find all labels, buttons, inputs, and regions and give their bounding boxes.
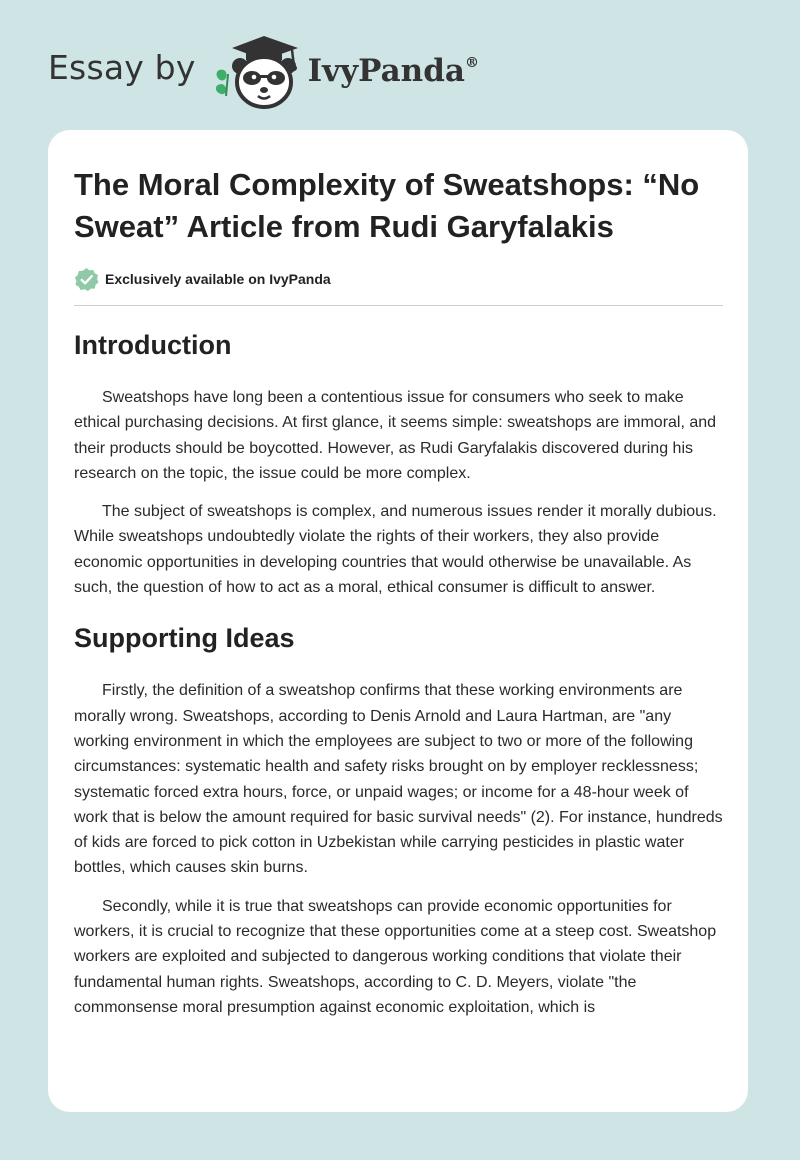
- registered-mark: ®: [464, 55, 479, 71]
- supporting-paragraph-2: Secondly, while it is true that sweatshops can provide economic opportunities for workers, it is crucial to recognize that these opportunities come at a steep cost. Sweatshop workers are exploited and subjected to dangerous working conditions that violate their fundamental human rights. Sweatshops, according to C. D. Meyers, violate "the commonsense moral presumption against economic exploitation, which is: [74, 897, 717, 1016]
- site-header: [48, 30, 479, 110]
- exclusive-badge-text: Exclusively available on IvyPanda: [105, 271, 331, 287]
- brand-name[interactable]: [308, 53, 479, 89]
- section-heading-introduction: Introduction: [74, 330, 232, 360]
- brand-text: IvyPanda: [307, 53, 465, 89]
- ivypanda-logo-icon[interactable]: [210, 30, 306, 110]
- supporting-paragraph-1: Firstly, the definition of a sweatshop confirms that these working environments are morally wrong. Sweatshops, according to Denis Arnold and Laura Hartman, are "any working environment in which the employees are subject to two or more of the following circumstances: systematic health and safety risks brought on by employer recklessness; systematic forced extra hours, force, or unpaid wages; or income for a 48-hour week of work that is below the amount required for basic survival needs" (2). For instance, hundreds of kids are forced to pick cotton in Uzbekistan while carrying pesticides in plastic water bottles, which causes skin burns.: [74, 682, 723, 877]
- section-heading-supporting-ideas: Supporting Ideas: [74, 623, 295, 654]
- essay-by-label: Essay by: [48, 47, 196, 87]
- intro-paragraph-1: Sweatshops have long been a contentious issue for consumers who seek to make ethical purchasing decisions. At first glance, it seems simple: sweatshops are immoral, and their products should be boycotted. However, as Rudi Garyfalakis discovered during his research on the topic, the issue could be more complex.: [74, 389, 717, 482]
- essay-card: [48, 130, 748, 1112]
- essay-content: [74, 164, 723, 1020]
- title-divider: [74, 305, 723, 306]
- exclusive-badge: [74, 266, 723, 292]
- essay-title: The Moral Complexity of Sweatshops: “No Sweat” Article from Rudi Garyfalakis: [74, 167, 700, 244]
- checkmark-badge-icon: [74, 267, 99, 292]
- intro-paragraph-2: The subject of sweatshops is complex, and numerous issues render it morally dubious. While sweatshops undoubtedly violate the rights of their workers, they also provide economic opportunities in developing countries that would otherwise be unavailable. As such, the question of how to act as a moral, ethical consumer is difficult to answer.: [74, 503, 717, 597]
